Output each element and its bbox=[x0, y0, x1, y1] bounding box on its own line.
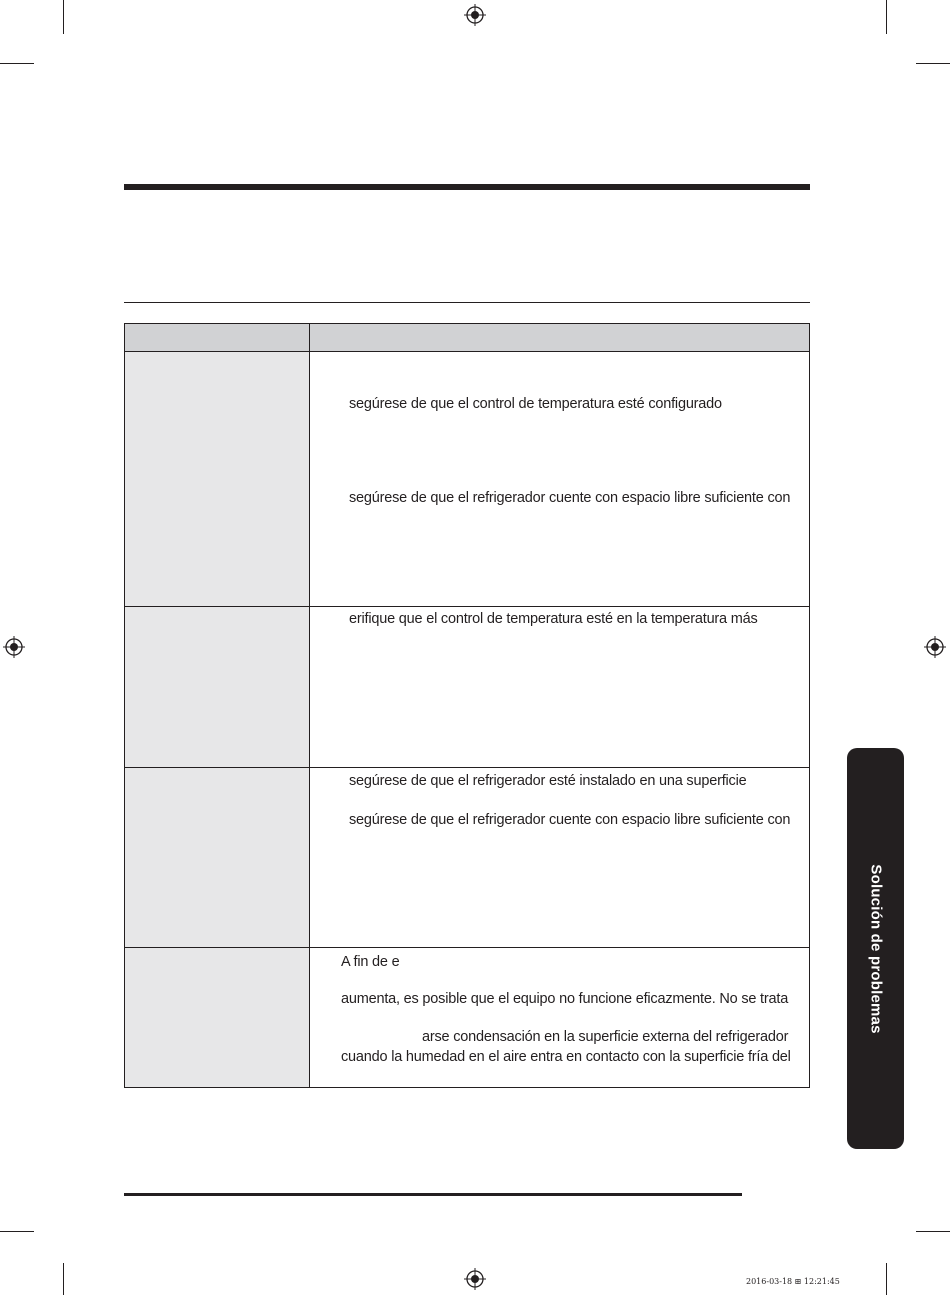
problem-cell bbox=[125, 352, 310, 607]
problem-cell bbox=[125, 948, 310, 1088]
crop-mark-top-left-v bbox=[63, 0, 64, 34]
troubleshooting-table bbox=[124, 323, 810, 1088]
chapter-side-tab-label: Solución de problemas bbox=[867, 863, 884, 1034]
solution-cell bbox=[310, 607, 810, 768]
solution-line: segúrese de que el refrigerador cuente con espacio libre suficiente con bbox=[349, 490, 791, 506]
header-problem bbox=[125, 324, 310, 352]
solution-cell bbox=[310, 768, 810, 948]
solution-line: aumenta, es posible que el equipo no funcione eficazmente. No se trata bbox=[341, 991, 789, 1007]
solution-line: segúrese de que el refrigerador cuente con espacio libre suficiente con bbox=[349, 812, 791, 828]
crop-mark-top-right-h bbox=[916, 63, 950, 64]
solution-cell bbox=[310, 352, 810, 607]
solution-line: erifique que el control de temperatura esté en la temperatura más bbox=[349, 611, 758, 627]
footer-rule bbox=[124, 1193, 742, 1196]
section-top-rule bbox=[124, 184, 810, 190]
registration-mark-top-icon bbox=[464, 4, 486, 26]
crop-mark-bottom-left-v bbox=[63, 1263, 64, 1295]
print-stamp: 2016-03-18 ⊞ 12:21:45 bbox=[746, 1277, 840, 1286]
chapter-side-tab bbox=[847, 748, 904, 1149]
table-header-row bbox=[125, 324, 810, 352]
crop-mark-bottom-right-v bbox=[886, 1263, 887, 1295]
crop-mark-top-left-h bbox=[0, 63, 34, 64]
problem-cell bbox=[125, 768, 310, 948]
solution-line: A fin de e bbox=[341, 954, 400, 970]
registration-mark-bottom-icon bbox=[464, 1268, 486, 1290]
solution-line: cuando la humedad en el aire entra en contacto con la superficie fría del bbox=[341, 1049, 791, 1065]
crop-mark-bottom-left-h bbox=[0, 1231, 34, 1232]
registration-mark-left-icon bbox=[3, 636, 25, 658]
solution-line: segúrese de que el refrigerador esté instalado en una superficie bbox=[349, 773, 747, 789]
solution-cell bbox=[310, 948, 810, 1088]
crop-mark-bottom-right-h bbox=[916, 1231, 950, 1232]
solution-line: segúrese de que el control de temperatura esté configurado bbox=[349, 396, 722, 412]
table-row bbox=[125, 768, 810, 948]
registration-mark-right-icon bbox=[924, 636, 946, 658]
problem-cell bbox=[125, 607, 310, 768]
table-row bbox=[125, 948, 810, 1088]
table-row bbox=[125, 352, 810, 607]
solution-line: arse condensación en la superficie externa del refrigerador bbox=[422, 1029, 789, 1045]
table-row bbox=[125, 607, 810, 768]
crop-mark-top-right-v bbox=[886, 0, 887, 34]
header-solution bbox=[310, 324, 810, 352]
section-thin-rule bbox=[124, 302, 810, 303]
